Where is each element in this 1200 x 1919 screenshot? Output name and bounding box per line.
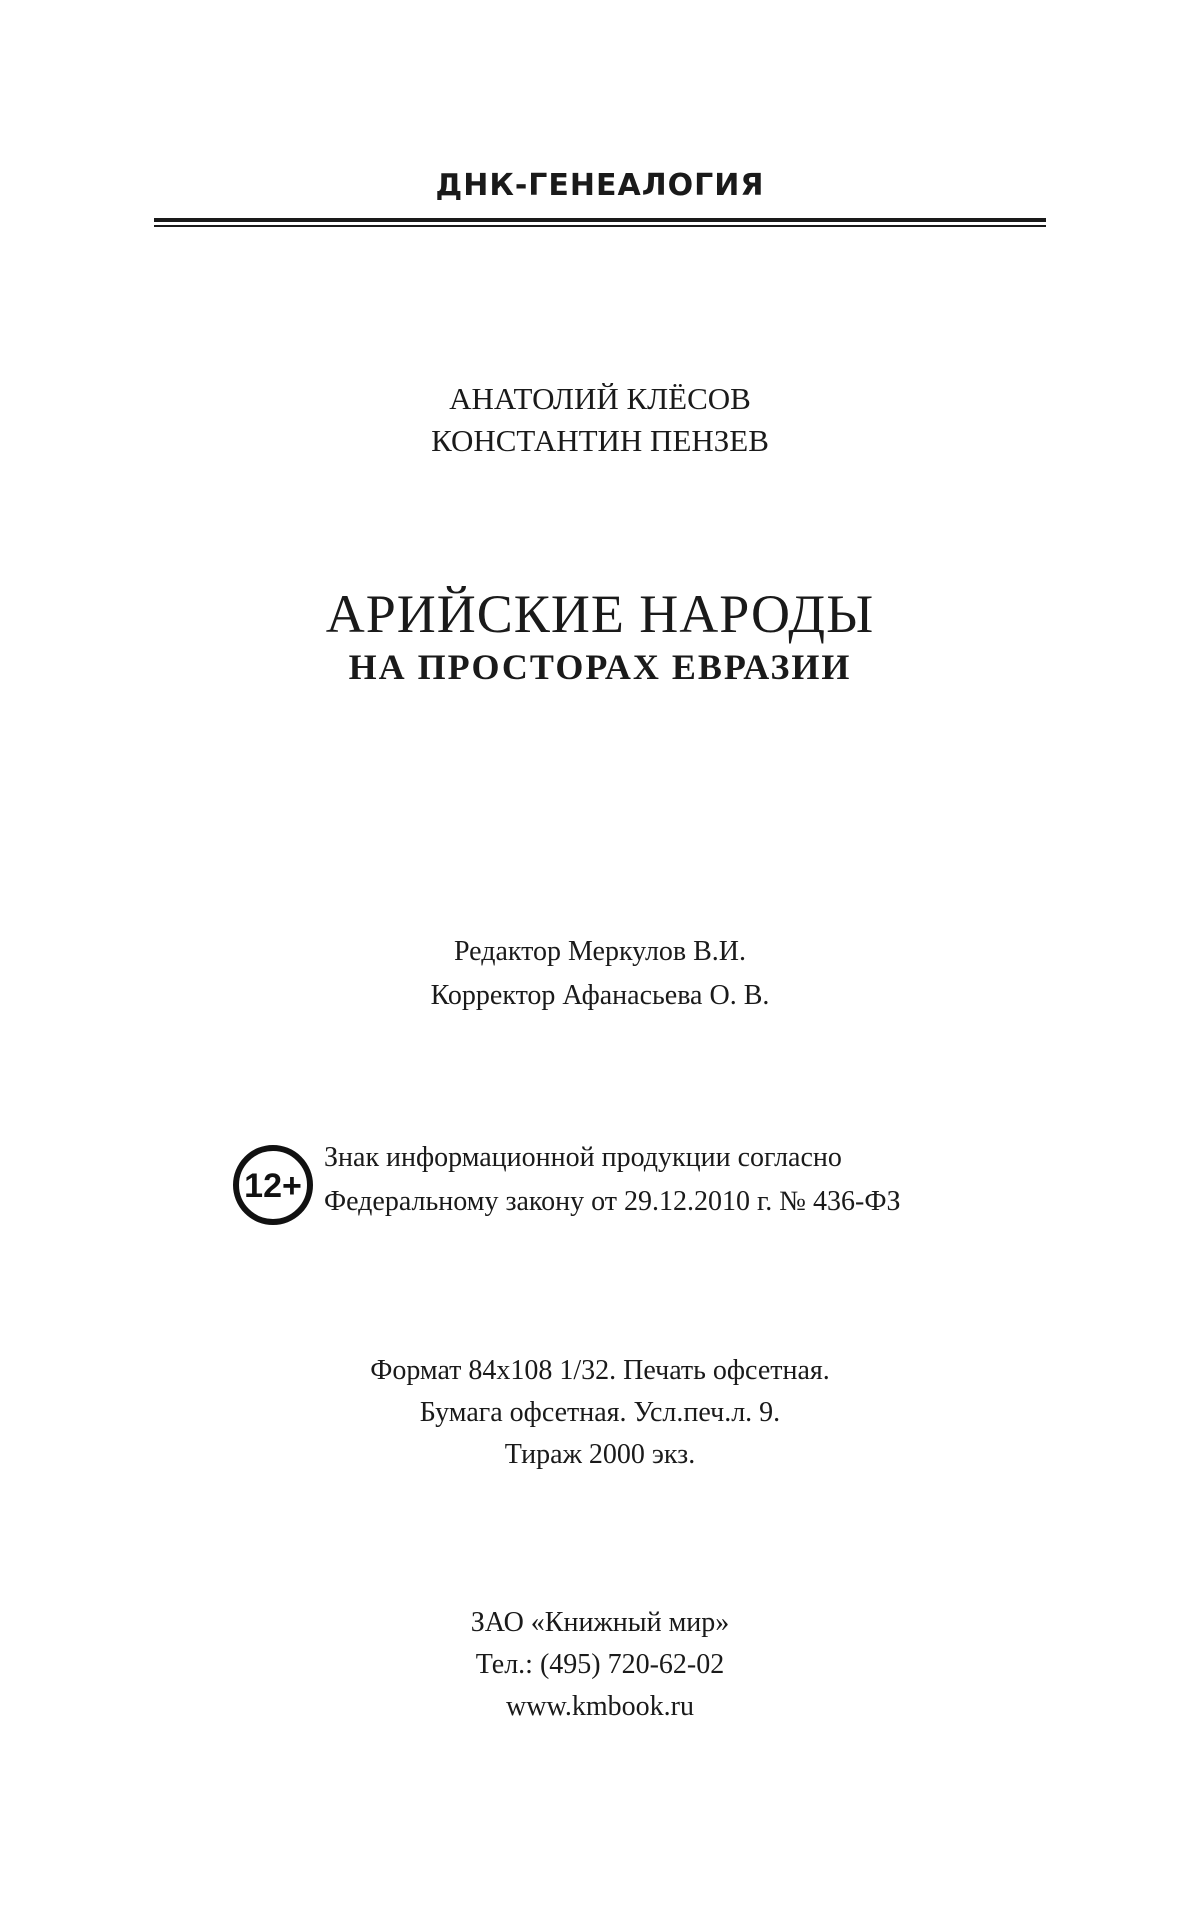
book-title: АРИЙСКИЕ НАРОДЫ	[325, 584, 875, 644]
print-info	[0, 1350, 1200, 1476]
age-rating-block	[232, 1136, 1052, 1226]
authors	[0, 378, 1200, 462]
age-rating-line: Федеральному закону от 29.12.2010 г. № 436-ФЗ	[324, 1186, 901, 1217]
print-run: Тираж 2000 экз.	[504, 1439, 696, 1470]
publisher-name: ЗАО «Книжный мир»	[470, 1607, 730, 1638]
age-rating-badge-label: 12+	[244, 1167, 302, 1205]
publisher-phone: Тел.: (495) 720-62-02	[475, 1649, 725, 1680]
age-rating-badge-icon	[232, 1144, 314, 1226]
header-rule	[154, 218, 1046, 228]
editor-credit: Редактор Меркулов В.И.	[453, 936, 747, 967]
print-format: Формат 84x108 1/32. Печать офсетная.	[370, 1355, 830, 1386]
age-rating-line: Знак информационной продукции согласно	[324, 1142, 842, 1173]
book-subtitle: НА ПРОСТОРАХ ЕВРАЗИИ	[348, 647, 852, 687]
series-title: ДНК-ГЕНЕАЛОГИЯ	[435, 168, 765, 203]
publisher-website: www.kmbook.ru	[506, 1691, 694, 1722]
editorial-staff	[0, 930, 1200, 1018]
age-rating-notice	[324, 1136, 900, 1224]
proofreader-credit: Корректор Афанасьева О. В.	[430, 980, 770, 1011]
author-name: АНАТОЛИЙ КЛЁСОВ	[449, 381, 751, 416]
header-rule-thick	[154, 218, 1046, 222]
print-paper: Бумага офсетная. Усл.печ.л. 9.	[419, 1397, 781, 1428]
author-name: КОНСТАНТИН ПЕНЗЕВ	[431, 423, 769, 458]
header-rule-thin	[154, 225, 1046, 227]
publisher-info	[0, 1602, 1200, 1728]
